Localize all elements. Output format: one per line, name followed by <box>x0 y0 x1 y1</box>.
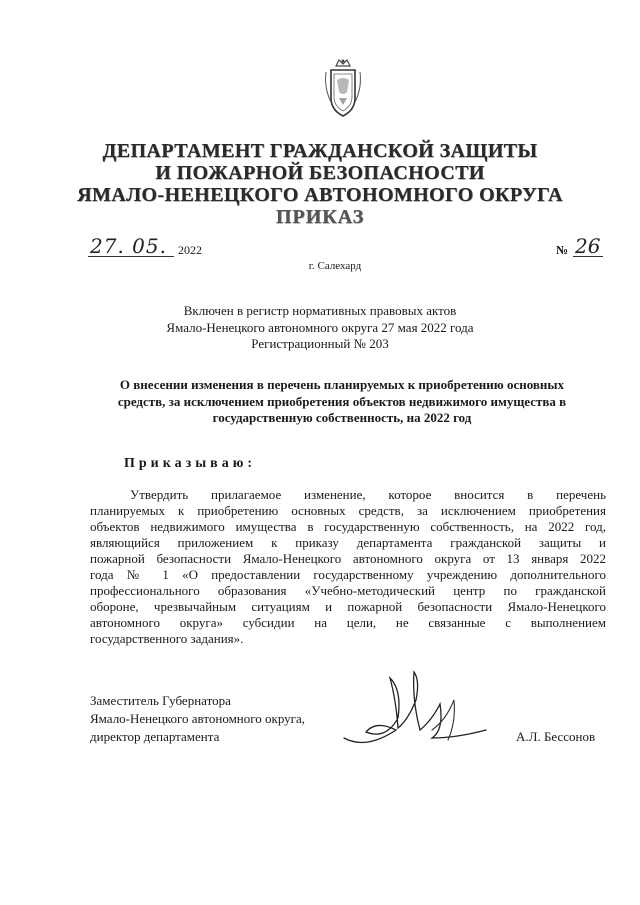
body-line: планируемых к приобретению основных средств, за исключением приобретения <box>90 503 606 518</box>
registration-line-1: Включен в регистр нормативных правовых актов <box>183 303 457 318</box>
number-underline <box>573 256 603 257</box>
document-year: 2022 <box>178 243 202 257</box>
order-title-line-3: государственную собственность, на 2022 год <box>212 410 472 425</box>
registration-line-2: Ямало-Ненецкого автономного округа 27 мая 2022 года <box>166 320 474 335</box>
order-title-line-1: О внесении изменения в перечень планируемых к приобретению основных <box>119 377 565 392</box>
order-word: Приказываю: <box>124 456 257 471</box>
signatory-position-line-3: директор департамента <box>90 729 220 744</box>
number-label: № <box>556 243 569 257</box>
body-line: обороне, чрезвычайным ситуациям и пожарной безопасности Ямало-Ненецкого <box>90 599 606 614</box>
date-underline <box>88 256 174 257</box>
handwritten-date: 27. 05. <box>90 234 167 258</box>
signatory-position-line-1: Заместитель Губернатора <box>90 693 231 708</box>
body-line: государственного задания». <box>90 631 244 646</box>
document-type: ПРИКАЗ <box>275 206 365 228</box>
body-line: Утвердить прилагаемое изменение, которое вносится в перечень <box>130 487 606 502</box>
handwritten-number: 26 <box>575 234 601 258</box>
signatory-position-line-2: Ямало-Ненецкого автономного округа, <box>90 711 306 726</box>
handwritten-signature <box>336 660 526 760</box>
department-name-line-1: ДЕПАРТАМЕНТ ГРАЖДАНСКОЙ ЗАЩИТЫ <box>102 140 538 162</box>
order-title-line-2: средств, за исключением приобретения объектов недвижимого имущества в <box>117 394 567 409</box>
body-line: профессионального образования «Учебно-методический центр по гражданской <box>90 583 606 598</box>
body-line: года № 1 «О предоставлении государственному учреждению дополнительного <box>90 567 606 582</box>
body-line: объектов недвижимого имущества в государственную собственность, на 2022 год, <box>90 519 606 534</box>
registration-line-3: Регистрационный № 203 <box>251 336 389 351</box>
department-name-line-2: И ПОЖАРНОЙ БЕЗОПАСНОСТИ <box>155 162 485 184</box>
body-line: являющийся приложением к приказу департамента гражданской защиты и <box>90 535 606 550</box>
department-name-line-3: ЯМАЛО-НЕНЕЦКОГО АВТОНОМНОГО ОКРУГА <box>77 184 563 206</box>
body-line: автономного округа» субсидии на цели, не связанные с выполнением <box>90 615 606 630</box>
coat-of-arms-emblem <box>322 58 364 120</box>
city: г. Салехард <box>308 260 362 272</box>
signatory-name: А.Л. Бессонов <box>516 729 596 744</box>
body-line: пожарной безопасности Ямало-Ненецкого автономного округа от 13 января 2022 <box>90 551 606 566</box>
